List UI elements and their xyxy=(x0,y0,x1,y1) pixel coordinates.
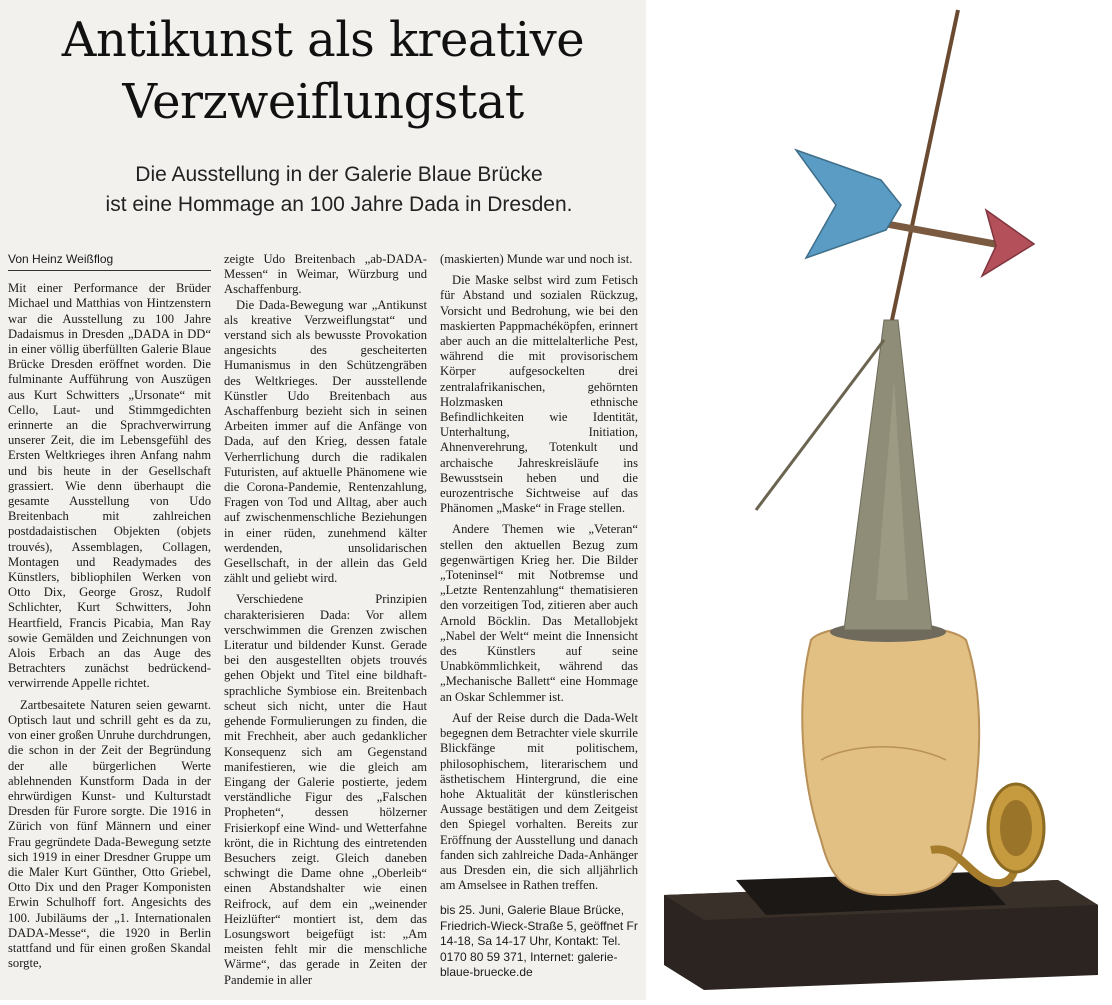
paragraph: Andere Themen wie „Veteran“ stellen den aktuellen Bezug zum gegenwärtigen Krieg her. Die Bilder „Toteninsel“ mit Notbremse und „Letzte Rentenzahlung“ thematisieren den vorzeitigen Tod, zitieren aber auch Arnold Böcklin. Das Metallobjekt „Nabel der Welt“ meint die Innensicht des Künstlers auf seine Unabkömmlichkeit, während das „Mechanische Ballett“ eine Hommage an Oskar Schlemmer ist. xyxy=(440,522,638,704)
paragraph: Verschiedene Prinzipien charakterisieren Dada: Vor allem verschwimmen die Grenzen zwischen Literatur und bildender Kunst. Gerade bei den ausgestellten objets trouvés gehen Objekt und Titel eine bildhaft-sprachliche Symbiose ein. Breitenbach scheut sich nicht, unter die Haut gehende Formulierungen zu finden, die mit Frechheit, aber auch gedanklicher Konsequenz sich am Gegenstand manifestieren, wie die gleich am Eingang der Galerie postierte, jedem verständliche Figur des „Falschen Propheten“, dessen hölzerner Frisierkopf eine Wind- und Wetterfahne krönt, die in Richtung des eintretenden Besuchers zeigt. Gleich daneben schwingt die Dame ohne „Oberleib“ einen Abstandshalter wie einen Reifrock, auf dem ein „weinender Heizlüfter“ montiert ist, dem das Losungswort beigefügt ist: „Am meisten fehlt mir die menschliche Wärme“, das gerade in Zeiten der Pandemie in aller xyxy=(224,592,427,987)
headline-line-2: Verzweiflungstat xyxy=(122,74,524,130)
headline-line-1: Antikunst als kreative xyxy=(61,12,585,68)
paragraph: Die Dada-Bewegung war „Antikunst als kreative Verzweiflungstat“ und verstand sich als bewusste Provokation angesichts des gescheiterten Humanismus in den Schützengräben des Weltkrieges. Der ausstellende Künstler Udo Breitenbach aus Aschaffenburg bezieht sich in seinen Arbeiten immer auf die Anfänge von Dada, auf den Krieg, dessen fatale Verherrlichung durch die radikalen Futuristen, auf aktuelle Phänomene wie die Corona-Pandemie, Rentenzahlung, Fragen von Tod und Alltag, aber auch auf zwischenmenschliche Beziehungen in einer rüden, zunehmend kälter werdenden, unsolidarischen Gesellschaft, in der allein das Geld zählt und geliebt wird. xyxy=(224,297,427,586)
paragraph: (maskierten) Munde war und noch ist. xyxy=(440,252,633,266)
article-column-3 xyxy=(440,252,638,981)
sculpture-illustration xyxy=(646,0,1112,1000)
arrow-tail xyxy=(796,150,901,258)
paragraph: Die Maske selbst wird zum Fetisch für Abstand und sozialen Rückzug, Vorsicht und Bedrohung, wie bei den maskierten Pappmachéköpfen, erinnert aber auch an die mittelalterliche Pest, während die mit provisorischem Körper aufgesockelten drei zentralafrikanischen, gehörnten Holzmasken ethnische Befindlichkeiten wie Identität, Unterhaltung, Initiation, Ahnenverehrung, Totenkult und archaische Jahreskreisläufe ins Bewusstsein heben und die eurozentrische Sichtweise auf das Phänomen „Maske“ in Frage stellen. xyxy=(440,273,638,516)
article-column-2 xyxy=(224,252,427,988)
article-column-1 xyxy=(8,252,211,971)
weathervane-mast xyxy=(892,10,958,320)
horn-bell-inner xyxy=(1000,800,1032,856)
subtitle-line-2: ist eine Hommage an 100 Jahre Dada in Dresden. xyxy=(105,193,573,216)
paragraph: zeigte Udo Breitenbach „ab-DADA-Messen“ in Weimar, Würzburg und Aschaffenburg. xyxy=(224,252,427,297)
sculpture-photo xyxy=(646,0,1112,1000)
paragraph: Mit einer Performance der Brüder Michael und Matthias von Hintzenstern war die Ausstellung zu 100 Jahre Dadaismus in Dresden „DADA in DD“ in einer völlig überfüllten Galerie Blaue Brücke Dresden eröffnet worden. Die fulminante Aufführung von Auszügen aus Kurt Schwitters „Ursonate“ mit Cello, Laut- und Stimmgedichten erinnerte an die Sprachverwirrung unserer Zeit, die im Lebensgefühl des Ersten Weltkrieges ihren Anfang nahm und bis heute in der Gesellschaft grassiert. Wie denn überhaupt die gesamte Ausstellung von Udo Breitenbach mit zahlreichen postdadaistischen Objekten (objets trouvés), Assemblagen, Collagen, Montagen und Readymades des Künstlers, bibliophilen Werken von Otto Dix, George Grosz, Rudolf Schlichter, Kurt Schwitters, John Heartfield, Francis Picabia, Man Ray sowie Gemälden und Zeichnungen von Alois Erbach an das Auge des Betrachters zunächst bedrückend-verwirrende Appelle richtet. xyxy=(8,281,211,691)
paragraph: Auf der Reise durch die Dada-Welt begegnen dem Betrachter viele skurrile Blickfänge mit politischem, philosophischem, literarischem und ästhetischem Hintergrund, die eine hohe Aktualität der künstlerischen Aussage bestätigen und dem Zeitgeist den Spiegel vorhalten. Bereits zur Eröffnung der Ausstellung und danach fanden sich zahlreiche Dada-Anhänger aus Dresden ein, die sich alljährlich am Amselsee in Rathen treffen. xyxy=(440,710,638,893)
arrow-shaft xyxy=(876,222,1006,246)
exhibition-info: bis 25. Juni, Galerie Blaue Brücke, Friedrich-Wieck-Straße 5, geöffnet Fr 14-18, Sa 14-17 Uhr, Kontakt: Tel. 0170 80 59 371, Internet: galerie-blaue-bruecke.de xyxy=(440,903,638,980)
byline: Von Heinz Weißflog xyxy=(8,252,211,271)
paragraph: Zartbesaitete Naturen seien gewarnt. Optisch laut und schrill geht es da zu, von einer großen Unruhe durchdrungen, die schon in der Zeit der Begründung der alle bürgerlichen Werte ablehnenden Kunstform Dada in der ehrwürdigen Kunst- und Kulturstadt Dresden für Furore sorgte. Die 1916 in Zürich von fünf Männern und einer Frau gegründete Dada-Bewegung setzte sich 1919 in einer Dresdner Gruppe um die Maler Kurt Günther, Otto Griebel, Otto Dix und den Prager Komponisten Erwin Schulhoff fort. Angesichts des 100. Jubiläums der „1. Internationalen DADA-Messe“, die 1920 in Berlin stattfand und für einen großen Skandal sorgte, xyxy=(8,697,211,971)
subtitle-line-1: Die Ausstellung in der Galerie Blaue Brücke xyxy=(135,163,543,186)
